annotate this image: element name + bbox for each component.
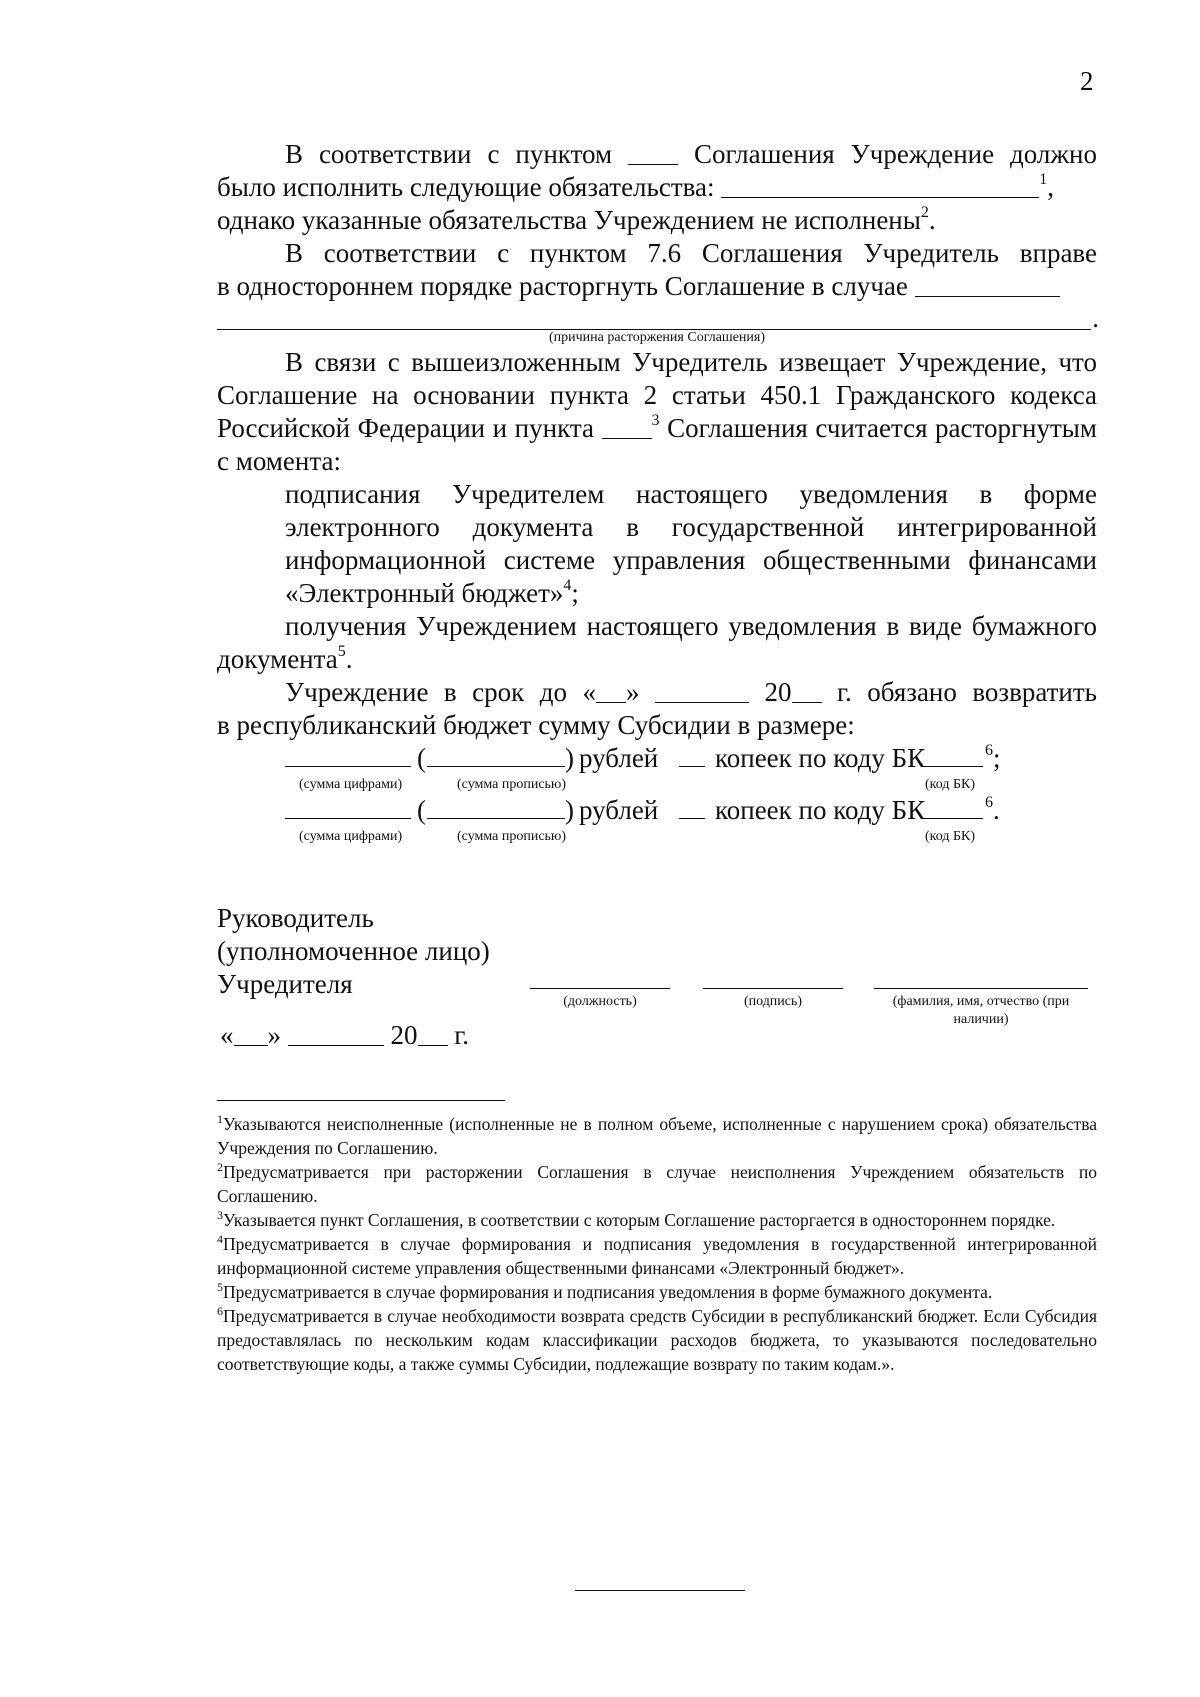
amount-row-1-captions: (сумма цифрами) (сумма прописью) (код БК) [299, 777, 976, 792]
termination-clause-blank[interactable] [602, 414, 652, 439]
paragraph-6-line-1: Учреждение в срок до « » 20 г. обязано возвратить [285, 677, 1097, 707]
full-name-line[interactable] [874, 988, 1088, 989]
deadline-day-blank[interactable] [596, 678, 626, 703]
amount-row-1: ( ) рублей копеек по коду БК $^6$; [217, 742, 1097, 768]
amount-2-kopecks[interactable] [679, 794, 705, 819]
notice-body [217, 138, 1097, 846]
amount-row-2-captions: (сумма цифрами) (сумма прописью) (код БК) [299, 829, 976, 844]
paragraph-5: получения Учреждением настоящего уведомления в виде бумажного документа$^5$. [217, 611, 1097, 674]
footnote-4: $^4$Предусматривается в случае формирования и подписания уведомления в государственной интегрированной информационной системе управления общественными финансами «Электронный бюджет». [217, 1232, 1097, 1278]
signature-caption: (подпись) [743, 994, 803, 1009]
date-year-blank[interactable] [418, 1021, 448, 1046]
end-of-document-rule [575, 1590, 745, 1591]
footnote-6: $^6$Предусматривается в случае необходимости возврата средств Субсидии в республиканский бюджет. Если Субсидия предоставлялась по нескольким кодам классификации расходов бюджета, то указываются последовательно соответствующие коды, а также суммы Субсидии, подлежащие возврату по таким кодам.». [217, 1304, 1097, 1374]
date-month-blank[interactable] [288, 1021, 384, 1046]
amount-1-kbk[interactable] [921, 742, 983, 767]
paragraph-3: В связи с вышеизложенным Учредитель извещает Учреждение, что Соглашение на основании пункта 2 статьи 450.1 Гражданского кодекса Российской Федерации и пункта $^3$ Соглашения считается расторгнутым с момента: [217, 347, 1098, 476]
footnote-separator [217, 1100, 505, 1101]
full-name-caption: (фамилия, имя, отчество (при наличии) [892, 994, 1070, 1027]
paragraph-4: подписания Учредителем настоящего уведомления в форме электронного документа в государственной интегрированной информационной системе управления общественными финансами «Электронный бюджет»$^4$; [285, 479, 1097, 608]
date-day-blank[interactable] [234, 1021, 268, 1046]
deadline-month-blank[interactable] [655, 678, 749, 703]
clause-number-blank[interactable] [628, 140, 678, 165]
amount-2-digits[interactable] [285, 794, 411, 819]
reason-blank-2[interactable]: . [217, 303, 1091, 330]
paragraph-2-line-1: В соответствии с пунктом 7.6 Соглашения Учредитель вправе [285, 238, 1097, 268]
footnote-5: $^5$Предусматривается в случае формирования и подписания уведомления в форме бумажного документа. [217, 1280, 993, 1302]
footnote-1: $^1$Указываются неисполненные (исполненные не в полном объеме, исполненные с нарушением срока) обязательства Учреждения по Соглашению. [217, 1112, 1097, 1158]
reason-caption: (причина расторжения Соглашения) [548, 330, 766, 345]
obligations-blank[interactable] [721, 173, 1039, 198]
amount-row-2: ( ) рублей копеек по коду БК $^6$. [217, 794, 1097, 820]
amount-1-words[interactable] [427, 742, 565, 767]
signature-line[interactable] [703, 988, 843, 989]
signatory-title: Руководитель (уполномоченное лицо) Учредителя [217, 903, 490, 999]
amount-1-kopecks[interactable] [679, 742, 705, 767]
paragraph-1-line-1: В соответствии с пунктом Соглашения Учреждение должно [285, 139, 1098, 169]
page-number: 2 [1080, 66, 1094, 96]
footnote-3: $^3$Указывается пункт Соглашения, в соответствии с которым Соглашение расторгается в одностороннем порядке. [217, 1208, 1056, 1230]
amount-1-digits[interactable] [285, 742, 411, 767]
signature-date: « » 20 г. [220, 1020, 470, 1050]
position-caption: (должность) [563, 994, 637, 1009]
paragraph-2-line-2: в одностороннем порядке расторгнуть Соглашение в случае [217, 270, 1097, 303]
paragraph-6-line-2: в республиканский бюджет сумму Субсидии в размере: [217, 710, 855, 740]
footnotes [217, 1112, 1097, 1376]
paragraph-1-line-3: однако указанные обязательства Учреждением не исполнены$^2$. [217, 204, 936, 235]
amount-2-words[interactable] [427, 794, 565, 819]
position-line[interactable] [530, 988, 670, 989]
paragraph-1-line-2: было исполнить следующие обязательства: $^1$, [217, 171, 1054, 202]
amount-2-kbk[interactable] [921, 794, 983, 819]
deadline-year-blank[interactable] [792, 678, 822, 703]
footnote-2: $^2$Предусматривается при расторжении Соглашения в случае неисполнения Учреждением обязательств по Соглашению. [217, 1160, 1097, 1206]
reason-blank-1[interactable] [915, 272, 1060, 297]
